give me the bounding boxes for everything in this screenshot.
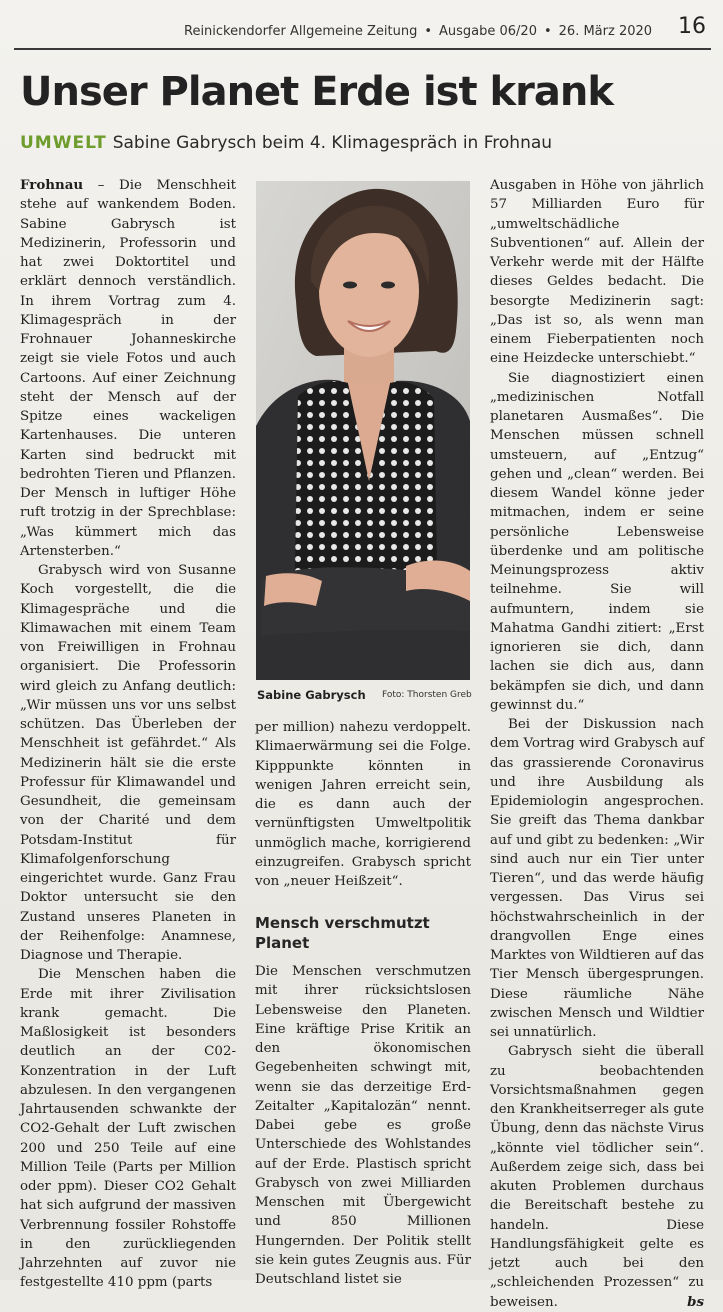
paragraph: Bei der Diskussion nach dem Vortrag wird Grabysch auf das grassierende Coronavirus und ihre Ausbildung als Epidemiologin angesprochen. Sie greift das Thema dankbar auf und gibt zu bedenken: „Wir sind auch nur ein Tier unter Tieren“, und das werde häufig vergessen. Das Virus sei höchstwahrscheinlich in der drangvollen Enge eines Marktes von Wildtieren auf das Tier Mensch übergesprungen. Diese räumliche Nähe zwischen Mensch und Wildtier sei unnatürlich. [490,717,704,1040]
issue-date: 26. März 2020 [558,24,653,39]
dateline: Frohnau [20,177,84,193]
header-rule [14,48,711,50]
portrait-image [256,181,470,680]
subheadline-text: Sabine Gabrysch beim 4. Klimagespräch in Frohnau [112,133,553,153]
article-column-2 [255,718,471,898]
page-number: 16 [678,14,706,39]
photo-caption: Sabine Gabrysch [257,688,366,702]
issue-number: Ausgabe 06/20 [439,24,537,39]
paragraph: Frohnau – Die Menschheit stehe auf wankendem Boden. Sabine Gabrysch ist Medizinerin, Professorin und hat zwei Doktortitel und erklärt dennoch verständlich. In ihrem Vortrag zum 4. Klimagespräch in der Frohnauer Johanneskirche zeigt sie viele Fotos und auch Cartoons. Auf einer Zeichnung steht der Mensch auf der Spitze eines wackeligen Kartenhauses. Die unteren Karten sind bedruckt mit bedrohten Tieren und Pflanzen. Der Mensch in luftiger Höhe ruft trotzig in der Sprechblase: „Was kümmert mich das Artensterben.“ [20,177,236,559]
section-heading: Mensch verschmutzt Planet [255,914,430,952]
paragraph: Ausgaben in Höhe von jährlich 57 Milliarden Euro für „umweltschädliche Subventionen“ auf. Allein der Verkehr werde mit der Hälfte dieses Geldes bedacht. Die besorgte Medizinerin sagt: „Das ist so, als wenn man einem Fieberpatienten noch eine Heizdecke unterschiebt.“ [490,178,704,367]
paragraph: Die Menschen haben die Erde mit ihrer Zivilisation krank gemacht. Die Maßlosigkeit ist besonders deutlich an der C02-Konzentration in der Luft abzulesen. In den vergangenen Jahrtausenden schwankte der CO2-Gehalt der Luft zwischen 200 und 250 Teile auf eine Million Teile (Parts per Million oder ppm). Dieser CO2 Gehalt hat sich aufgrund der massiven Verbrennung fossiler Rohstoffe in den zurückliegenden Jahrzehnten auf zuvor nie festgestellte 410 ppm (parts [20,967,236,1291]
author-signature: bs [687,1293,704,1310]
section-kicker: UMWELT [20,133,107,153]
photo-credit: Foto: Thorsten Greb [382,690,472,700]
portrait-photo [256,181,470,680]
separator: • [424,24,432,39]
article-column-1 [20,176,236,1291]
paragraph: Sie diagnostiziert einen „medizinischen Notfall planetaren Ausmaßes“. Die Menschen müssen schnell umsteuern, auf „Entzug“ gehen und „clean“ werden. Bei diesem Wandel könne jeder mitmachen, indem er seine persönliche Lebensweise überdenke und am politische Meinungsprozess aktiv teilnehme. Sie will aufmuntern, indem sie Mahatma Gandhi zitiert: „Erst ignorieren sie dich, dann lachen sie dich aus, dann bekämpfen sie dich, und dann gewinnst du.“ [490,370,704,713]
paragraph: Grabysch wird von Susanne Koch vorgestellt, die die Klimagespräche und die Klimawachen mit einem Team von Freiwilligen in Frohnau organisiert. Die Professorin wird gleich zu Anfang deutlich: „Wir müssen uns vor uns selbst schützen. Das Überleben der Menschheit ist gefährdet.“ Als Medizinerin hält sie die erste Professur für Klimawandel und Gesundheit, die gemeinsam von der Charité und dem Potsdam-Institut für Klimafolgenforschung eingerichtet wurde. Ganz Frau Doktor untersucht sie den Zustand unseres Planeten in der Reihenfolge: Anamnese, Diagnose und Therapie. [20,563,236,963]
article-headline: Unser Planet Erde ist krank [20,69,613,115]
paragraph: per million) nahezu verdoppelt. Klimaerwärmung sei die Folge. Kipppunkte könnten in wenigen Jahren erreicht sein, die es dann auch der vernünftigsten Umweltpolitik unmöglich mache, korrigierend einzugreifen. Grabysch spricht von „neuer Heißzeit“. [255,720,471,889]
paragraph: Die Menschen verschmutzen mit ihrer rücksichtslosen Lebensweise den Planeten. Eine kräftige Prise Kritik an den ökonomischen Gegebenheiten schwingt mit, wenn sie das derzeitige Erd-Zeitalter „Kapitalozän“ nennt. Dabei gebe es große Unterschiede des Wohlstandes auf der Erde. Plastisch spricht Grabysch von zwei Milliarden Menschen mit Übergewicht und 850 Millionen Hungernden. Der Politik stellt sie kein gutes Zeugnis aus. Für Deutschland listet sie [255,964,471,1287]
paragraph: Gabrysch sieht die überall zu beobachtenden Vorsichtsmaßnahmen gegen den Krankheitserreger als gute Übung, denn das nächste Virus „könnte viel tödlicher sein“. Außerdem zeige sich, dass bei akuten Problemen durchaus die Bereitschaft bestehe zu handeln. Diese Handlungsfähigkeit gelte es jetzt auch bei den „schleichenden Prozessen“ zu beweisen. bs [490,1042,704,1312]
article-subheadline [20,133,552,153]
article-column-2-continued [255,962,471,1287]
publication-name: Reinickendorfer Allgemeine Zeitung [184,24,418,39]
article-column-3 [490,176,704,1310]
separator: • [543,24,552,39]
running-head [184,24,652,44]
